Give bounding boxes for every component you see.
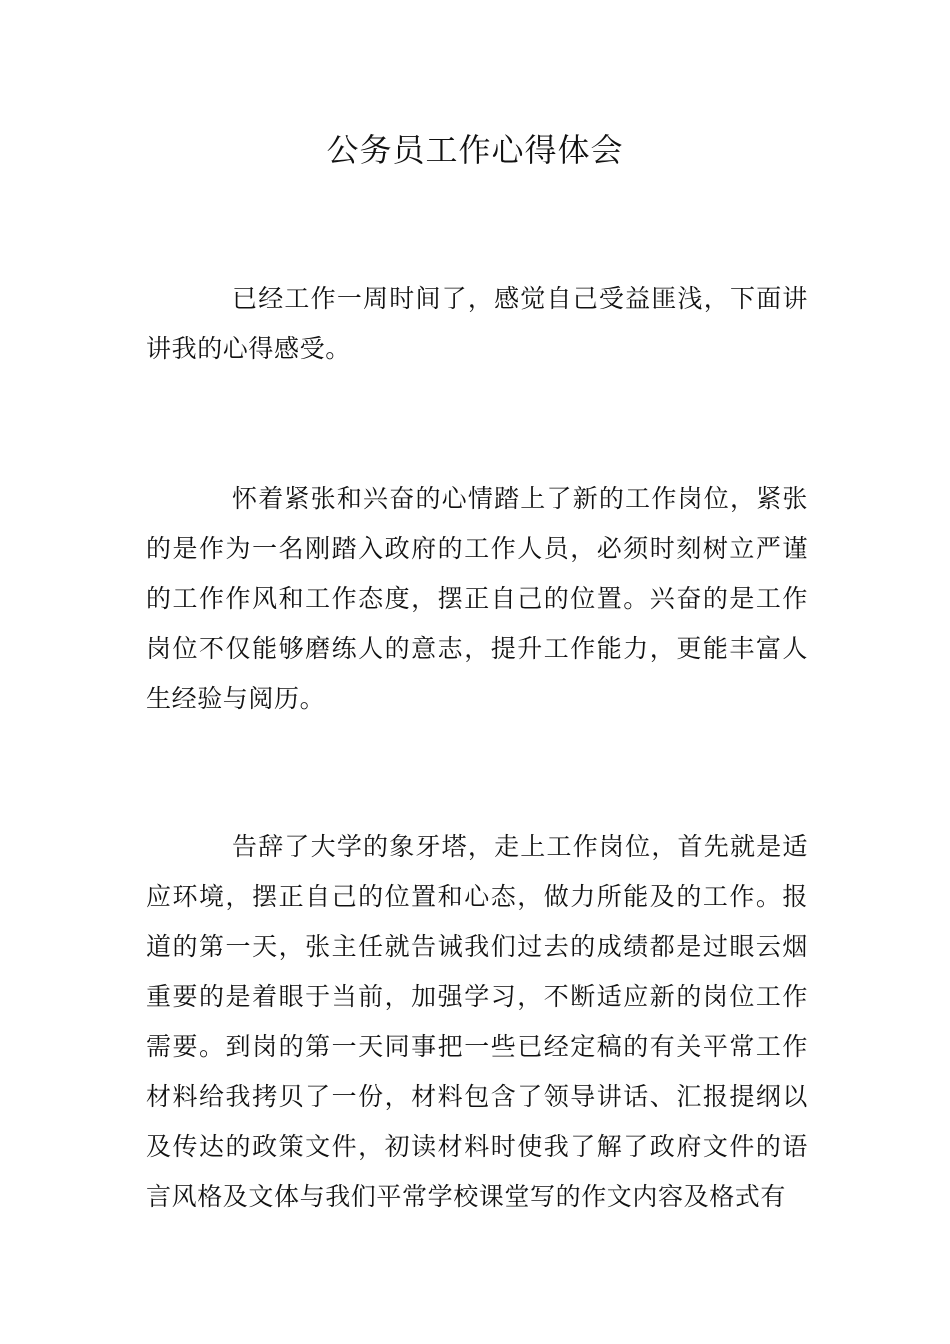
paragraph-2: 怀着紧张和兴奋的心情踏上了新的工作岗位，紧张的是作为一名刚踏入政府的工作人员，必须时刻树立严谨的工作作风和工作态度，摆正自己的位置。兴奋的是工作岗位不仅能够磨练人的意志，提升工作能力，更能丰富人生经验与阅历。 — [146, 484, 808, 713]
paragraph-1: 已经工作一周时间了，感觉自己受益匪浅，下面讲讲我的心得感受。 — [146, 284, 808, 363]
paragraph-3: 告辞了大学的象牙塔，走上工作岗位，首先就是适应环境，摆正自己的位置和心态，做力所能及的工作。报道的第一天，张主任就告诫我们过去的成绩都是过眼云烟重要的是着眼于当前，加强学习，不断适应新的岗位工作需要。到岗的第一天同事把一些已经定稿的有关平常工作材料给我拷贝了一份，材料包含了领导讲话、汇报提纲以及传达的政策文件，初读材料时使我了解了政府文件的语言风格及文体与我们平常学校课堂写的作文内容及格式有 — [146, 832, 808, 1211]
document-title: 公务员工作心得体会 — [326, 131, 624, 169]
